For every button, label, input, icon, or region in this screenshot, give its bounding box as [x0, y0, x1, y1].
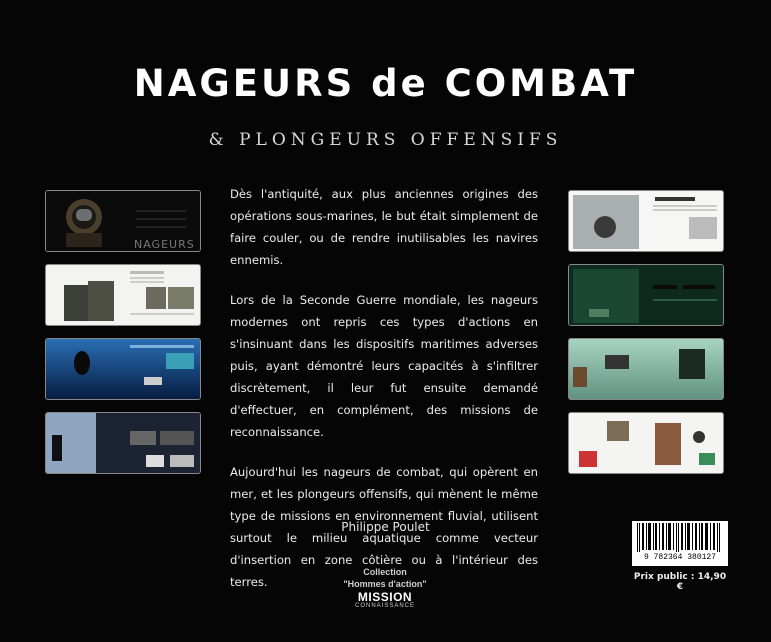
diver-helmet-image: [46, 191, 201, 252]
paragraph: Aujourd'hui les nageurs de combat, qui opèrent en mer, et les plongeurs offensifs, qui mènent le même type de missions en environnement fluvial, utilisent surtout le milieu aquatique comme vecteur d'insertion en zone côtière ou à l'intérieur des terres.: [230, 465, 538, 589]
publisher-logo-subtitle: CONNAISSANCE: [354, 603, 415, 609]
isbn-digits: [632, 552, 728, 564]
thumbnail-page-7: [568, 338, 724, 400]
book-subtitle: & PLONGEURS OFFENSIFS: [208, 130, 563, 150]
book-title: NAGEURS de COMBAT: [133, 62, 638, 105]
back-cover-description: [230, 183, 538, 611]
publisher-logo: MISSION: [357, 590, 413, 604]
thumbnail-page-2: [45, 264, 201, 326]
thumbnail-page-8: [568, 412, 724, 474]
thumbnail-page-6: [568, 264, 724, 326]
thumbnail-wordmark: NAGEURS: [134, 238, 195, 251]
collection-label: [330, 566, 440, 590]
thumbnail-page-3: [45, 338, 201, 400]
isbn-digit-group-2: 380127: [687, 553, 717, 562]
thumbnail-page-5: [568, 190, 724, 252]
paragraph: Lors de la Seconde Guerre mondiale, les nageurs modernes ont repris ces types d'actions en s'insinuant dans les dispositifs maritimes adverses puis, ayant démontré leurs capacités à s'infiltrer discrètement, il leur fut ensuite demandé d'effectuer, en complément, des missions de reconnaissance.: [230, 293, 538, 439]
collection-line-1: Collection: [363, 567, 407, 577]
barcode-bars-icon: [635, 523, 725, 553]
thumbnail-page-4: [45, 412, 201, 474]
paragraph: Dès l'antiquité, aux plus anciennes origines des opérations sous-marines, le but était simplement de faire couler, ou de rendre inutilisables les navires ennemis.: [230, 187, 538, 267]
author-name: Philippe Poulet: [341, 520, 430, 534]
isbn-digit-prefix: 9: [643, 553, 649, 562]
collection-line-2: "Hommes d'action": [343, 579, 427, 589]
isbn-digit-group-1: 782364: [653, 553, 683, 562]
public-price: Prix public : 14,90 €: [633, 572, 727, 592]
thumbnail-page-1: [45, 190, 201, 252]
